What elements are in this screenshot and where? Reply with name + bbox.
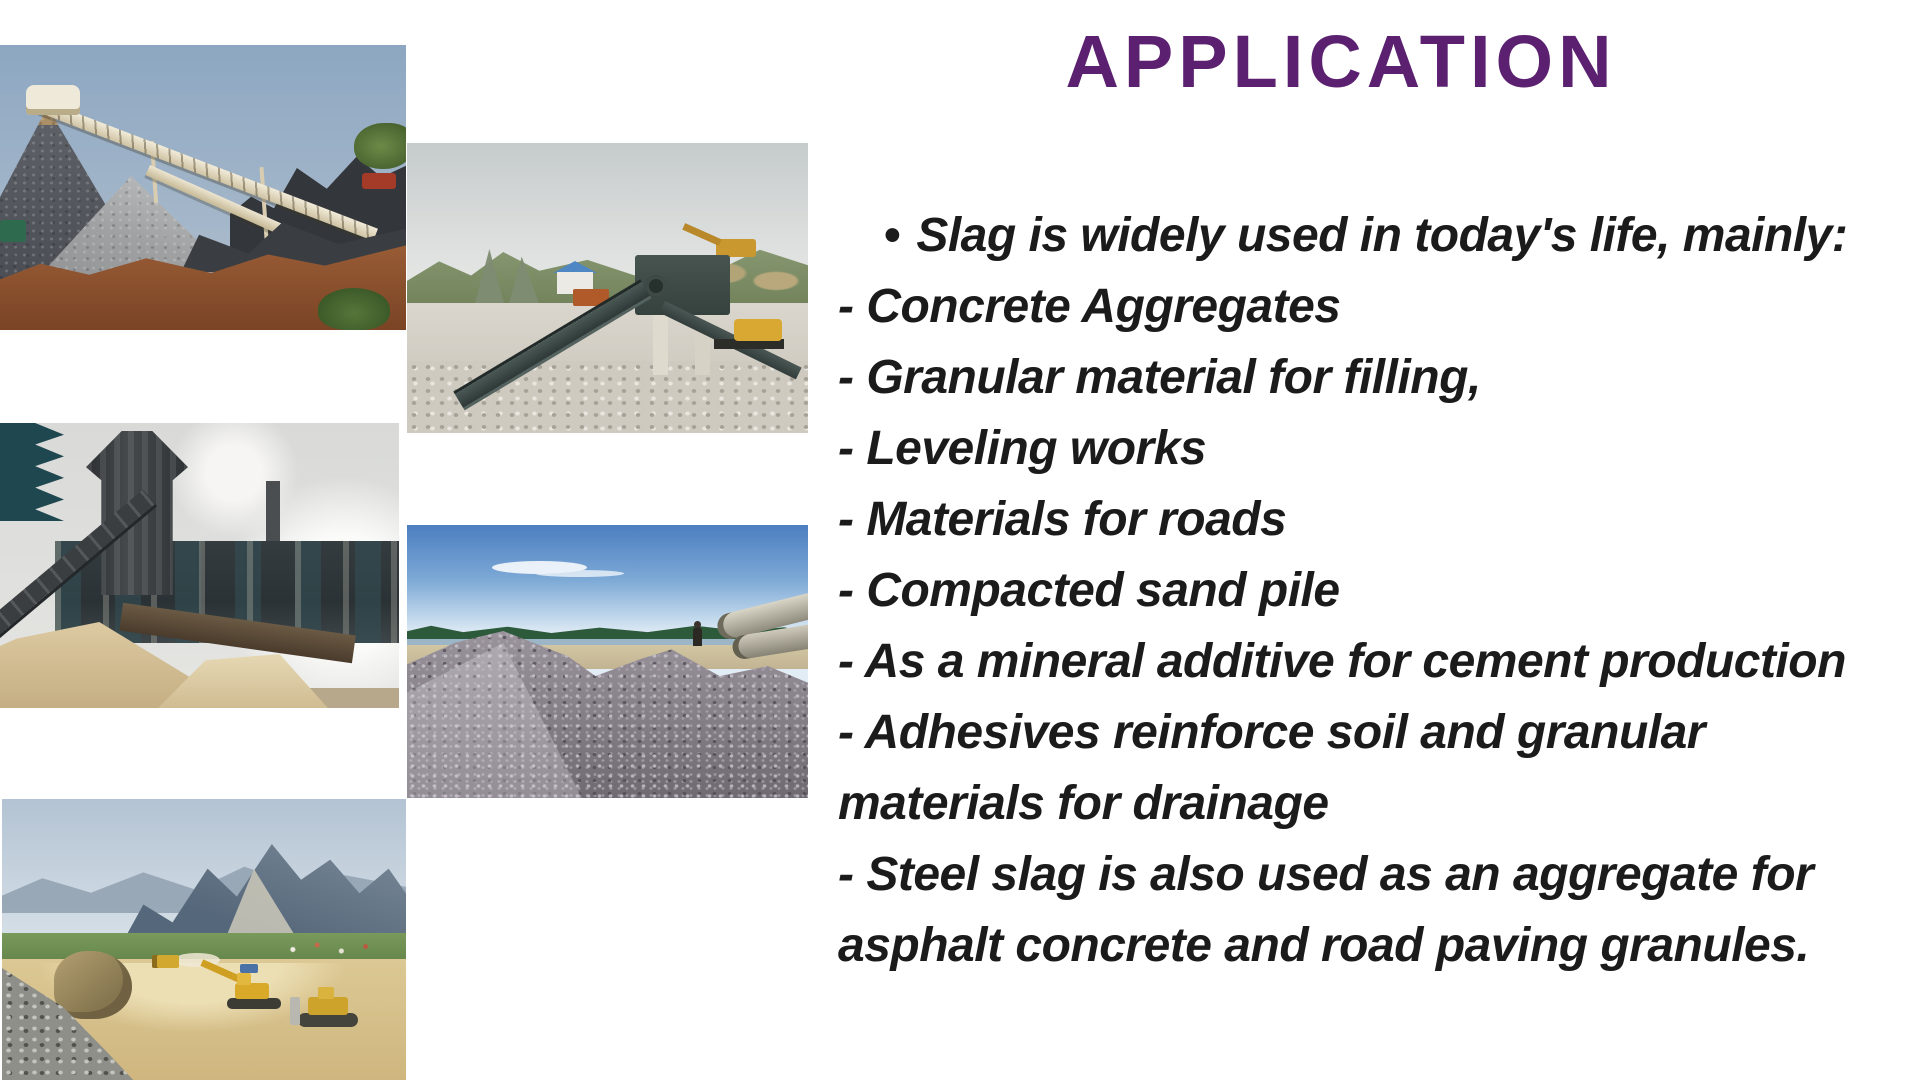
photo5-bulldozer-tracks	[298, 1013, 358, 1027]
photo1-conveyor-head	[26, 85, 80, 115]
photo5-excavator-body	[235, 983, 269, 999]
photo-mobile-crushing-site	[407, 143, 808, 433]
list-item: - Leveling works	[838, 422, 1207, 475]
photo-steel-plant-blast-furnace	[0, 423, 399, 708]
photo5-vehicle	[240, 964, 258, 973]
list-item: - Materials for roads	[838, 493, 1287, 546]
photo1-red-truck	[362, 173, 396, 189]
list-item: - Adhesives reinforce soil and granular	[838, 706, 1705, 759]
photo1-green-machine	[0, 220, 26, 242]
application-list	[838, 200, 1920, 981]
photo4-cloud	[492, 561, 587, 574]
list-item-continuation: materials for drainage	[838, 777, 1329, 830]
photo4-person	[693, 627, 702, 646]
photo5-bulldozer-body	[308, 997, 348, 1015]
photo5-excavator-tracks	[227, 998, 281, 1009]
photo5-bulldozer-cab	[318, 987, 334, 999]
bullet-icon: •	[884, 209, 901, 262]
list-item: - Steel slag is also used as an aggregate for	[838, 848, 1814, 901]
photo-quarry-earthworks	[2, 799, 406, 1080]
list-item: - Compacted sand pile	[838, 564, 1340, 617]
list-intro-text: Slag is widely used in today's life, mainly:	[916, 209, 1848, 262]
photo1-bush	[318, 288, 390, 330]
photo5-bulldozer-blade	[290, 997, 300, 1025]
page-title: APPLICATION	[1065, 20, 1617, 103]
list-item: - As a mineral additive for cement production	[838, 635, 1846, 688]
photo5-rock-outcrop	[54, 951, 132, 1019]
photo2-concrete-pillar	[653, 315, 668, 375]
photo2-wheel-loader	[734, 319, 782, 341]
photo5-dump-truck	[152, 955, 179, 968]
photo5-excavator-cab	[237, 973, 251, 985]
list-item: - Granular material for filling,	[838, 351, 1481, 404]
photo1-tree	[354, 123, 406, 169]
list-item-continuation: asphalt concrete and road paving granules.	[838, 919, 1810, 972]
photo-aggregate-plant-stockpiles	[0, 45, 406, 330]
list-intro-line	[838, 200, 1920, 271]
list-item: - Concrete Aggregates	[838, 280, 1341, 333]
photo-slag-gravel-piles	[407, 525, 808, 798]
